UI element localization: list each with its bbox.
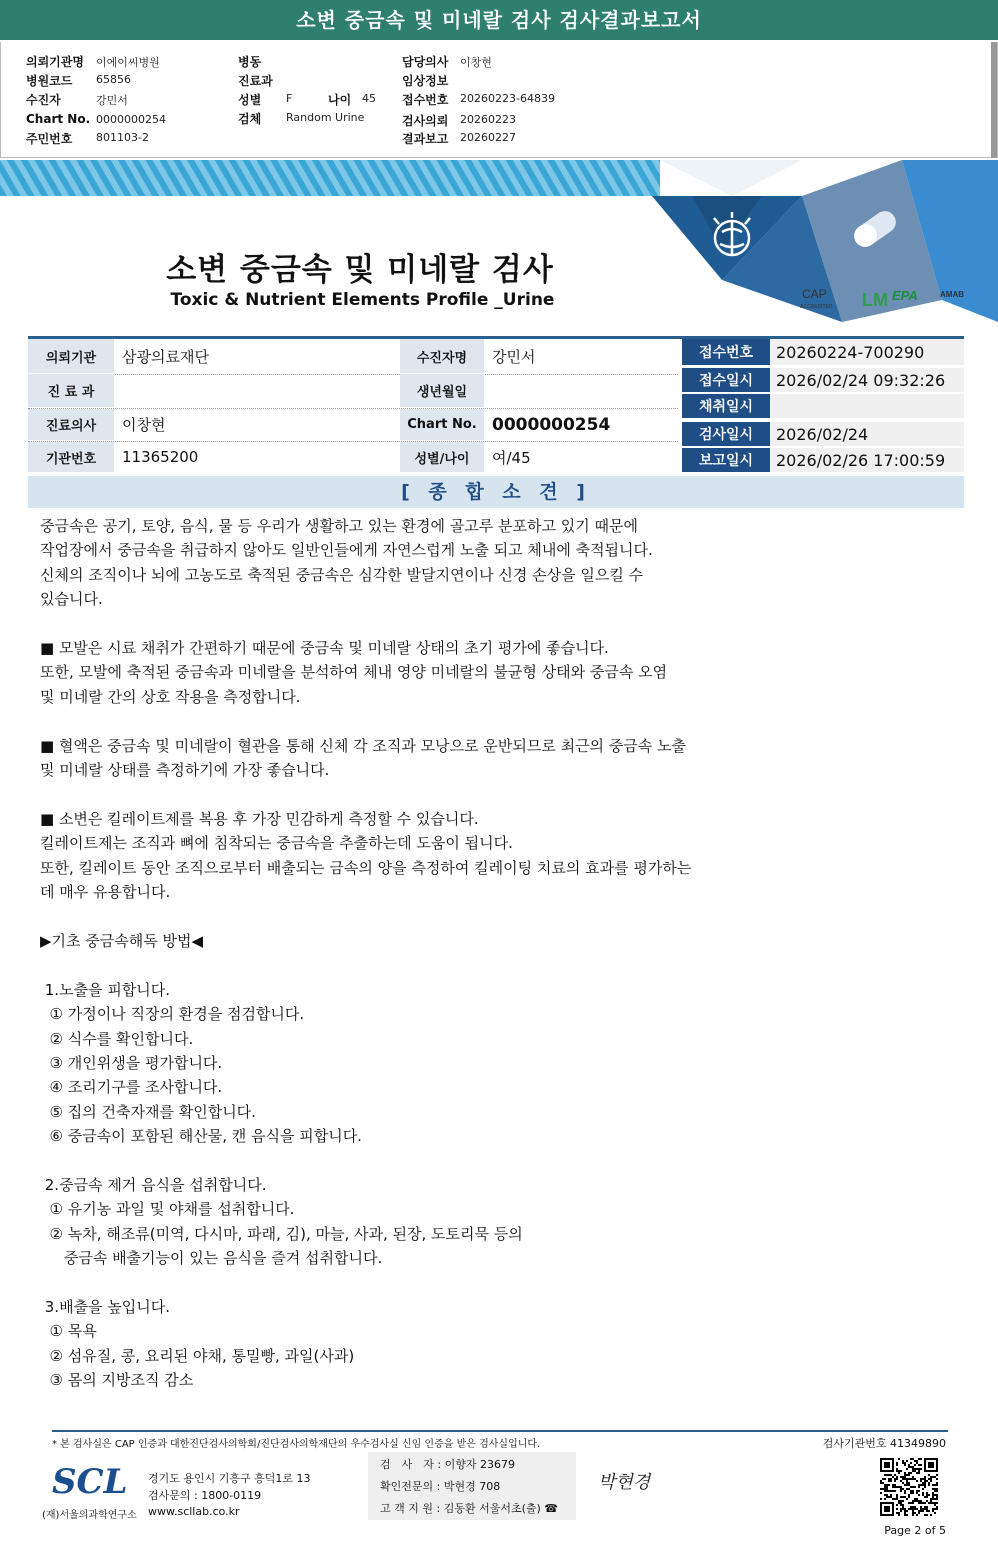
header-key: 결과보고 (402, 132, 449, 146)
epa-logo: EPA (892, 288, 918, 303)
info-value: 2026/02/24 09:32:26 (770, 368, 964, 392)
scl-logo: SCL (52, 1462, 128, 1502)
report-title-ko: 소변 중금속 및 미네랄 검사 (166, 252, 554, 288)
info-value: 강민서 (492, 347, 536, 366)
info-label: 진료의사 (28, 409, 114, 440)
header-value: 이창현 (460, 56, 492, 69)
scl-subtitle: (재)서울의과학연구소 (42, 1510, 137, 1521)
header-value: 20260223-64839 (460, 92, 555, 105)
info-label: 접수번호 (682, 339, 770, 365)
header-key: 성별 (238, 93, 262, 107)
header-value: 65856 (96, 73, 131, 86)
cap-logo: CAP (802, 287, 827, 301)
age-value: 45 (362, 92, 376, 105)
customer-support: 고 객 지 원 : 김동환 서울서초(출) ☎ (380, 1502, 558, 1515)
amab-logo: AMAB (940, 290, 964, 299)
info-value: 0000000254 (492, 414, 611, 435)
header-value: F (286, 92, 293, 105)
header-key: 검체 (238, 112, 262, 126)
header-key: 의뢰기관명 (26, 55, 84, 69)
header-value: Random Urine (286, 111, 365, 124)
header-key: 주민번호 (26, 132, 73, 146)
lm-logo: LM (862, 290, 888, 310)
info-value (484, 374, 678, 407)
header-value: 20260227 (460, 131, 516, 144)
info-label: 수진자명 (400, 339, 484, 373)
header-value: 801103-2 (96, 131, 149, 144)
info-label: 의뢰기관 (28, 339, 114, 373)
header-value: 강민서 (96, 94, 128, 107)
info-label: 채취일시 (682, 394, 770, 418)
header-shadow (991, 42, 997, 158)
report-top-title: 소변 중금속 및 미네랄 검사 검사결과보고서 (0, 0, 998, 40)
header-key: 담당의사 (402, 55, 449, 69)
info-label: 접수일시 (682, 368, 770, 392)
footer-rule (52, 1430, 948, 1432)
header-key: Chart No. (26, 112, 91, 126)
inspector: 검 사 자 : 이향자 23679 (380, 1458, 515, 1471)
header-value: 이에이씨병원 (96, 56, 160, 69)
address: 경기도 용인시 기흥구 흥덕1로 13 (148, 1472, 311, 1485)
cap-sub: ACCREDITED (800, 304, 833, 310)
header-value: 0000000254 (96, 113, 166, 126)
info-label: 생년월일 (400, 374, 484, 407)
info-value: 2026/02/26 17:00:59 (770, 448, 964, 472)
info-label: 보고일시 (682, 448, 770, 472)
info-label: 기관번호 (28, 442, 114, 472)
phone: 검사문의 : 1800-0119 (148, 1489, 262, 1502)
header-key: 임상정보 (402, 74, 449, 88)
header-key: 병원코드 (26, 74, 73, 88)
info-value: 2026/02/24 (770, 422, 964, 446)
info-value (770, 394, 964, 418)
summary-title: [ 종 합 소 견 ] (28, 476, 964, 508)
report-title-en: Toxic & Nutrient Elements Profile _Urine (170, 290, 555, 310)
header-value: 20260223 (460, 113, 516, 126)
summary-text: 중금속은 공기, 토양, 음식, 물 등 우리가 생활하고 있는 환경에 골고루 분포하고 있기 때문에 작업장에서 중금속을 취급하지 않아도 일반인들에게 자연스럽게 노출 되고 체내에 축적됩니다. 신체의 조직이나 뇌에 고농도로 축적된 중금속은 심각한 발달지연이나 신경 손상을 일으킬 수 있습니다. ■ 모발은 시료 채취가 간편하기 때문에 중금속 및 미네랄 상태의 초기 평가에 좋습니다. 또한, 모발에 축적된 중금속과 미네랄을 분석하여 체내 영양 미네랄의 불균형 상태와 중금속 오염 및 미네랄 간의 상호 작용을 측정합니다. ■ 혈액은 중금속 및 미네랄이 혈관을 통해 신체 각 조직과 모낭으로 운반되므로 최근의 중금속 노출 및 미네랄 상태를 측정하기에 가장 좋습니다. ■ 소변은 킬레이트제를 복용 후 가장 민감하게 측정할 수 있습니다. 킬레이트제는 조직과 뼈에 침착되는 중금속을 추출하는데 도움이 됩니다. 또한, 킬레이트 동안 조직으로부터 배출되는 금속의 양을 측정하여 킬레이팅 치료의 효과를 평가하는 데 매우 유용합니다. ▶기초 중금속해독 방법◀ 1.노출을 피합니다. ① 가정이나 직장의 환경을 점검합니다. ② 식수를 확인합니다. ③ 개인위생을 평가합니다. ④ 조리기구를 조사합니다. ⑤ 집의 건축자재를 확인합니다. ⑥ 중금속이 포함된 해산물, 캔 음식을 피합니다. 2.중금속 제거 음식을 섭취합니다. ① 유기농 과일 및 야채를 섭취합니다. ② 녹차, 해조류(미역, 다시마, 파래, 김), 마늘, 사과, 된장, 도토리묵 등의 중금속 배출기능이 있는 음식을 즐겨 섭취합니다. 3.배출을 높입니다. ① 목욕 ② 섬유질, 콩, 요리된 야채, 통밀빵, 과일(사과) ③ 몸의 지방조직 감소 (40, 517, 692, 1390)
header-key: 접수번호 (402, 93, 449, 107)
info-value: 삼광의료재단 (122, 347, 209, 366)
confirm-doctor: 확인전문의 : 박현경 708 (380, 1480, 501, 1493)
info-label: 진 료 과 (28, 374, 114, 407)
info-label: 검사일시 (682, 422, 770, 446)
info-value: 20260224-700290 (770, 339, 964, 365)
header-key: 검사의뢰 (402, 114, 449, 128)
age-label: 나이 (328, 93, 352, 107)
info-value: 11365200 (122, 448, 199, 466)
footer-note: * 본 검사실은 CAP 인증과 대한진단검사의학회/진단검사의학재단의 우수검사실 신임 인증을 받은 검사실입니다. (52, 1439, 541, 1450)
org-number: 검사기관번호 41349890 (822, 1437, 946, 1450)
header-key: 병동 (238, 55, 262, 69)
info-value: 여/45 (492, 448, 531, 467)
info-label: 성별/나이 (400, 442, 484, 472)
signature: 박현경 (598, 1472, 651, 1493)
info-label: Chart No. (400, 409, 484, 440)
qr-code-icon (880, 1458, 938, 1516)
header-key: 수진자 (26, 93, 61, 107)
header-key: 진료과 (238, 74, 273, 88)
website[interactable]: www.scllab.co.kr (148, 1505, 240, 1518)
info-value (114, 374, 398, 407)
info-value: 이창현 (122, 416, 166, 434)
page-number: Page 2 of 5 (884, 1524, 946, 1537)
